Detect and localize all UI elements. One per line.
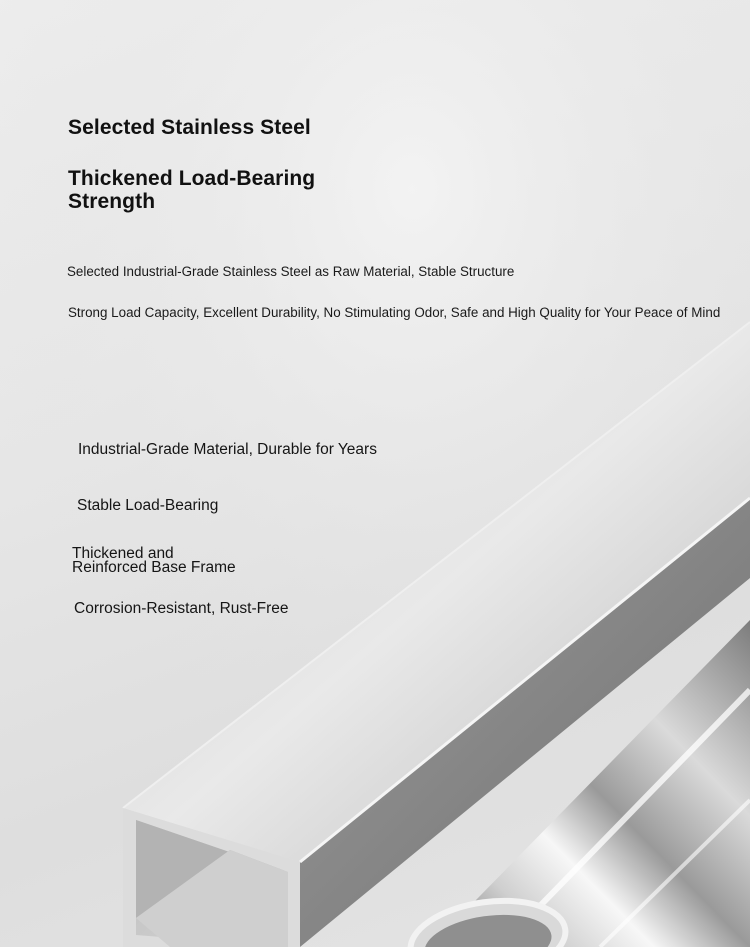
headline-subtitle-line1: Thickened Load-Bearing: [68, 167, 316, 190]
feature-reinforced-frame-line2: Reinforced Base Frame: [72, 559, 236, 576]
headline-subtitle-line2: Strength: [68, 190, 156, 213]
feature-industrial-grade: Industrial-Grade Material, Durable for Years: [78, 441, 377, 458]
feature-corrosion-resistant: Corrosion-Resistant, Rust-Free: [74, 600, 289, 617]
feature-reinforced-frame-line1: Thickened and: [72, 545, 174, 562]
headline-title: Selected Stainless Steel: [68, 116, 311, 139]
description-line-1: Selected Industrial-Grade Stainless Steel as Raw Material, Stable Structure: [67, 264, 515, 279]
description-line-2: Strong Load Capacity, Excellent Durability, No Stimulating Odor, Safe and High Quality for Your Peace of Mind: [68, 305, 721, 320]
feature-stable-load-bearing: Stable Load-Bearing: [77, 497, 219, 514]
